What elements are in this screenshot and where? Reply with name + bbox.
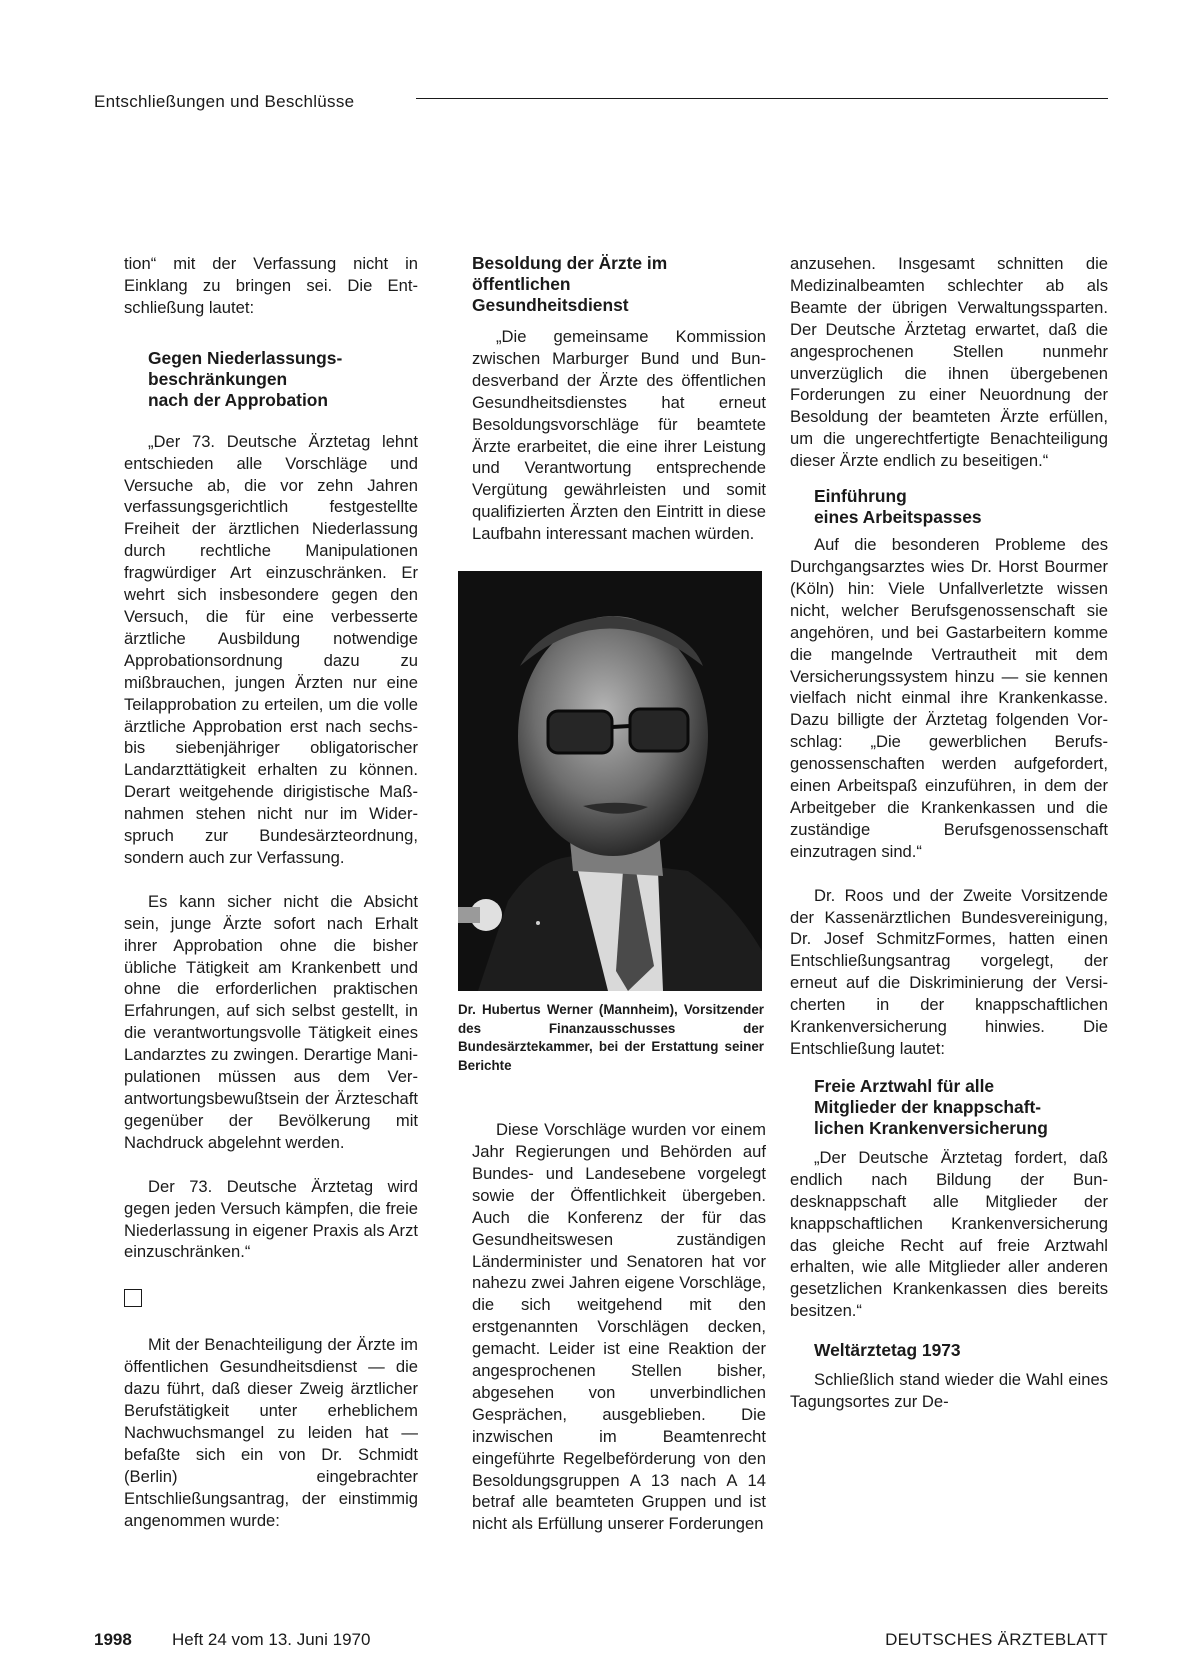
speaker-photo — [458, 571, 762, 991]
col3-paragraph-5: Schließlich stand wieder die Wahl eines Tagungsortes zur De- — [790, 1370, 1108, 1412]
speaker-photo-image — [458, 571, 762, 991]
col3-heading-arztwahl: Freie Arztwahl für alle Mitglieder der knappschaft- lichen Krankenversicherung — [814, 1075, 1048, 1138]
section-title: Entschließungen und Beschlüsse — [94, 92, 355, 111]
col3-heading-arbeitspass: Einführung eines Arbeitspasses — [814, 486, 982, 528]
end-of-section-box — [124, 1289, 418, 1312]
box-square-icon — [124, 1289, 142, 1307]
column-2 — [458, 253, 766, 1535]
header-rule — [416, 98, 1108, 99]
col1-paragraph-1: tion“ mit der Verfassung nicht in Einklang zu bringen sei. Die Entschließung lautet: — [124, 254, 418, 317]
col2-paragraph-1: „Die gemeinsame Kommission zwischen Marburger Bund und Bundesverband der Ärzte des öffentlichen Gesundheitsdienstes hat erneut Besoldungsvorschläge für beamtete Ärzte erarbeitet, die eine ihrer Leistung und Verantwortung entsprechende Vergütung gewährleisten und somit qualifizierten Ärzten den Eintritt in diese Laufbahn interessant machen würden. — [472, 327, 766, 544]
col1-paragraph-5: Mit der Benachteiligung der Ärzte im öffentlichen Gesundheitsdienst — die dazu führt, daß dieser Zweig ärztlicher Berufstätigkeit unter erheblichem Nachwuchsmangel zu leiden hat — befaßte sich ein von Dr. Schmidt (Berlin) eingebrachter Entschließungsantrag, der einstimmig angenommen wurde: — [124, 1335, 418, 1530]
col3-paragraph-3: Dr. Roos und der Zweite Vorsitzende der Kassenärztlichen Bundesvereinigung, Dr. Josef SchmitzFormes, hatten einen Entschließungsantrag vorgelegt, der erneut auf die Diskriminierung der Versicherten in der knappschaftlichen Krankenversicherung hinwies. Die Entschließung lautet: — [790, 885, 1108, 1058]
issue-info: Heft 24 vom 13. Juni 1970 — [172, 1630, 371, 1649]
col2-paragraph-2: Diese Vorschläge wurden vor einem Jahr Regierungen und Behörden auf Bundes- und Landesebene vorgelegt sowie der Öffentlichkeit übergeben. Auch die Konferenz der für das Gesundheitswesen zuständigen Länderminister und Senatoren hat vor nahezu zwei Jahren eigene Vorschläge, die sich weitgehend mit den erstgenannten Vorschlägen decken, gemacht. Leider ist eine Reaktion der angesprochenen Stellen bisher, abgesehen von unverbindlichen Gesprächen, ausgeblieben. Die inzwischen im Beamtenrecht eingeführte Regelbeförderung von den Besoldungsgruppen A 13 nach A 14 betraf alle beamteten Gruppen und ist nicht als Erfüllung unserer Forderungen — [472, 1120, 766, 1534]
col3-heading-weltaerztetag: Weltärztetag 1973 — [814, 1340, 961, 1361]
col2-heading-besoldung: Besoldung der Ärzte im öffentlichen Gesundheitsdienst — [472, 253, 668, 315]
col3-paragraph-1: anzusehen. Insgesamt schnitten die Medizinalbeamten schlechter ab als Beamte der übrigen Verwaltungssparten. Der Deutsche Ärztetag erwartet, daß die angesprochenen Stellen nunmehr unverzüglich die ihnen übergebenen Forderungen zu einer Neuordnung der Besoldung der beamteten Ärzte erfüllen, um die ungerechtfertigte Benachteiligung dieser Ärzte endlich zu beseitigen.“ — [790, 254, 1108, 471]
col1-paragraph-2: „Der 73. Deutsche Ärztetag lehnt entschieden alle Vorschläge und Versuche ab, die vor zehn Jahren verfassungsgerichtlich festgestellte Freiheit der ärztlichen Niederlassung durch rechtliche Manipulationen fragwürdiger Art einzuschränken. Er wehrt sich insbesondere gegen den Versuch, die für eine verbesserte ärztliche Ausbildung notwendige Approbationsordnung dazu zu mißbrauchen, jungen Ärzten nur eine Teilapprobation zu erteilen, um die volle ärztliche Approbation erst nach sechs- bis siebenjähriger obligatorischer Landarzttätigkeit erhalten zu können. Derart weitgehende dirigistische Maßnahmen stehen nicht nur im Widerspruch zur Bundesärzteordnung, sondern auch zur Verfassung. — [124, 431, 418, 867]
photo-caption: Dr. Hubertus Werner (Mannheim), Vorsitzender des Finanzausschusses der Bundesärztekammer, bei der Erstattung seiner Berichte — [458, 1002, 764, 1073]
page-number: 1998 — [94, 1630, 132, 1649]
col3-paragraph-2: Auf die besonderen Probleme des Durchgangsarztes wies Dr. Horst Bourmer (Köln) hin: Viele Unfallverletzte wissen nicht, welcher Berufsgenossenschaft sie angehören, und bei Gastarbeitern komme die mangelnde Vertrautheit mit dem Versicherungssystem hinzu — sie kennen vielfach nicht einmal ihre Krankenkasse. Dazu billigte der Ärztetag folgenden Vorschlag: „Die gewerblichen Berufsgenossenschaften werden aufgefordert, einen Arbeitspaß einzuführen, in dem der Arbeitgeber die Krankenkassen und die zuständige Berufsgenossenschaft einzutragen sind.“ — [790, 535, 1108, 861]
column-1 — [124, 253, 418, 1532]
column-3 — [790, 253, 1108, 1413]
col3-paragraph-4: „Der Deutsche Ärztetag fordert, daß endlich nach Bildung der Bundesknappschaft alle Mitglieder der knappschaftlichen Krankenversicherung das gleiche Recht auf freie Arztwahl erhalten, wie alle Mitglieder aller anderen gesetzlichen Krankenkassen dies bereits besitzen.“ — [790, 1147, 1108, 1321]
col1-paragraph-4: Der 73. Deutsche Ärztetag wird gegen jeden Versuch kämpfen, die freie Niederlassung in eigener Praxis als Arzt einzuschränken.“ — [124, 1176, 418, 1262]
col1-heading-niederlassung: Gegen Niederlassungs- beschränkungen nach der Approbation — [148, 347, 343, 410]
journal-name: DEUTSCHES ÄRZTEBLATT — [885, 1630, 1108, 1649]
col1-paragraph-3: Es kann sicher nicht die Absicht sein, junge Ärzte sofort nach Erhalt ihrer Approbation ohne die bisher übliche Tätigkeit am Krankenbett und ohne die erforderlichen praktischen Erfahrungen, auf sich selbst gestellt, in die verantwortungsvolle Tätigkeit eines Landarztes zu zwingen. Derartige Manipulationen müssen aus dem Verantwortungsbewußtsein der Ärzteschaft gegenüber der Bevölkerung mit Nachdruck abgelehnt werden. — [124, 891, 418, 1152]
